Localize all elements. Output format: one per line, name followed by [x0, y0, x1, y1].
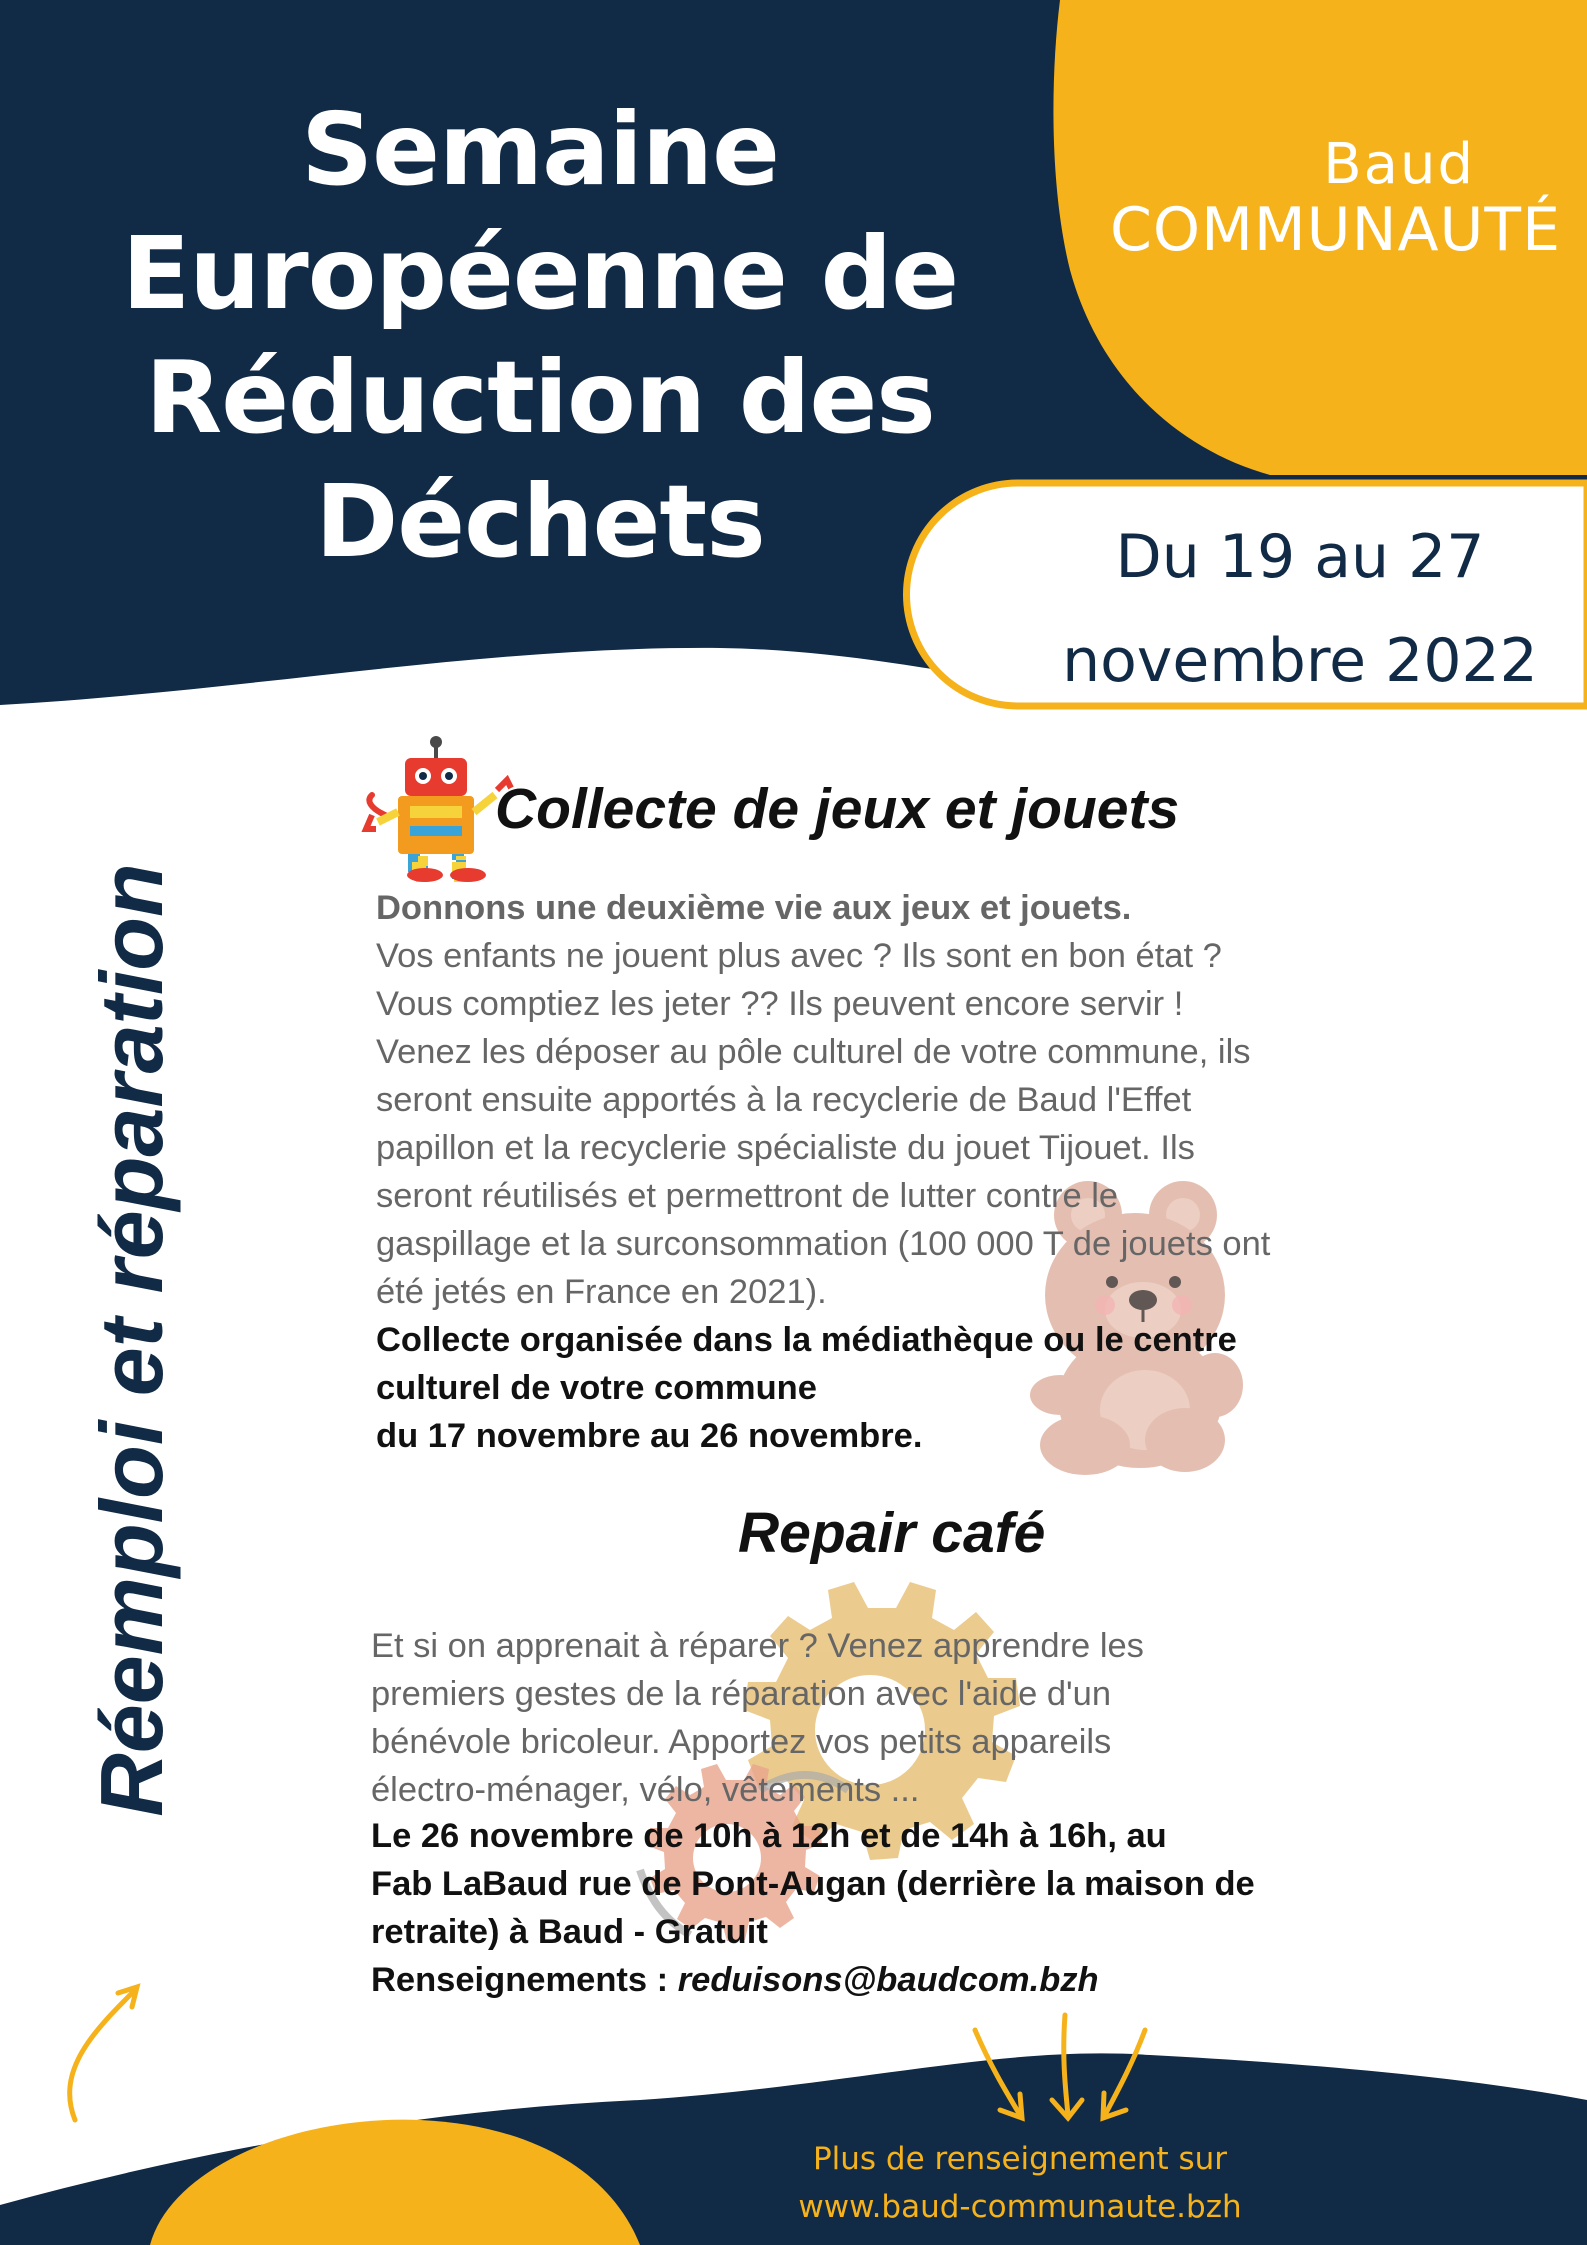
dates-line-2: novembre 2022 — [1062, 626, 1538, 696]
robot-icon — [366, 736, 511, 882]
page-title — [20, 88, 1060, 584]
collecte-line: gaspillage et la surconsommation (100 000 T de jouets ont — [376, 1225, 1271, 1263]
logo-line-communaute: COMMUNAUTÉ — [1110, 195, 1561, 265]
collecte-detail-line: du 17 novembre au 26 novembre. — [376, 1417, 923, 1455]
dates-line-1: Du 19 au 27 — [1115, 522, 1485, 592]
footer-line-1: Plus de renseignement sur — [812, 2141, 1228, 2177]
logo-line-baud: Baud — [1323, 132, 1475, 197]
collecte-line: été jetés en France en 2021). — [376, 1273, 827, 1311]
title-line: Réduction des — [145, 339, 935, 456]
repair-line: Et si on apprenait à réparer ? Venez apprendre les — [371, 1627, 1144, 1665]
repair-detail-line: Fab LaBaud rue de Pont-Augan (derrière la maison de — [371, 1865, 1255, 1903]
repair-heading: Repair café — [738, 1501, 1046, 1565]
collecte-detail-line: culturel de votre commune — [376, 1369, 817, 1407]
collecte-details — [376, 1316, 1237, 1460]
collecte-line: Vous comptiez les jeter ?? Ils peuvent encore servir ! — [376, 985, 1184, 1023]
collecte-intro: Donnons une deuxième vie aux jeux et jouets. — [376, 889, 1132, 927]
repair-details — [371, 1812, 1255, 2004]
repair-detail-line: Le 26 novembre de 10h à 12h et de 14h à 16h, au — [371, 1817, 1167, 1855]
collecte-body — [376, 884, 1270, 1316]
repair-detail-line: retraite) à Baud - Gratuit — [371, 1913, 768, 1951]
repair-line: premiers gestes de la réparation avec l'aide d'un — [371, 1675, 1112, 1713]
repair-contact — [371, 1956, 1255, 2004]
footer-info — [760, 2135, 1280, 2231]
baud-communaute-logo — [1110, 132, 1570, 265]
collecte-line: seront ensuite apportés à la recyclerie de Baud l'Effet — [376, 1081, 1192, 1119]
repair-line: électro-ménager, vélo, vêtements ... — [371, 1771, 920, 1809]
collecte-detail-line: Collecte organisée dans la médiathèque ou le centre — [376, 1321, 1237, 1359]
vertical-section-label: Réemploi et réparation — [82, 863, 181, 1817]
curved-arrow-icon — [70, 1987, 137, 2120]
collecte-heading: Collecte de jeux et jouets — [495, 777, 1180, 841]
contact-label: Renseignements : — [371, 1961, 678, 1999]
footer-website-link[interactable]: www.baud-communaute.bzh — [798, 2189, 1242, 2225]
collecte-line: Venez les déposer au pôle culturel de votre commune, ils — [376, 1033, 1251, 1071]
collecte-line: seront réutilisés et permettront de lutter contre le — [376, 1177, 1119, 1215]
collecte-line: papillon et la recyclerie spécialiste du jouet Tijouet. Ils — [376, 1129, 1195, 1167]
title-line: Semaine — [301, 91, 779, 208]
event-dates — [1020, 505, 1580, 713]
repair-line: bénévole bricoleur. Apportez vos petits appareils — [371, 1723, 1112, 1761]
contact-email[interactable]: reduisons@baudcom.bzh — [677, 1961, 1099, 1999]
repair-body — [371, 1622, 1144, 1814]
collecte-line: Vos enfants ne jouent plus avec ? Ils sont en bon état ? — [376, 937, 1222, 975]
title-line: Déchets — [315, 463, 765, 580]
title-line: Européenne de — [121, 215, 959, 332]
